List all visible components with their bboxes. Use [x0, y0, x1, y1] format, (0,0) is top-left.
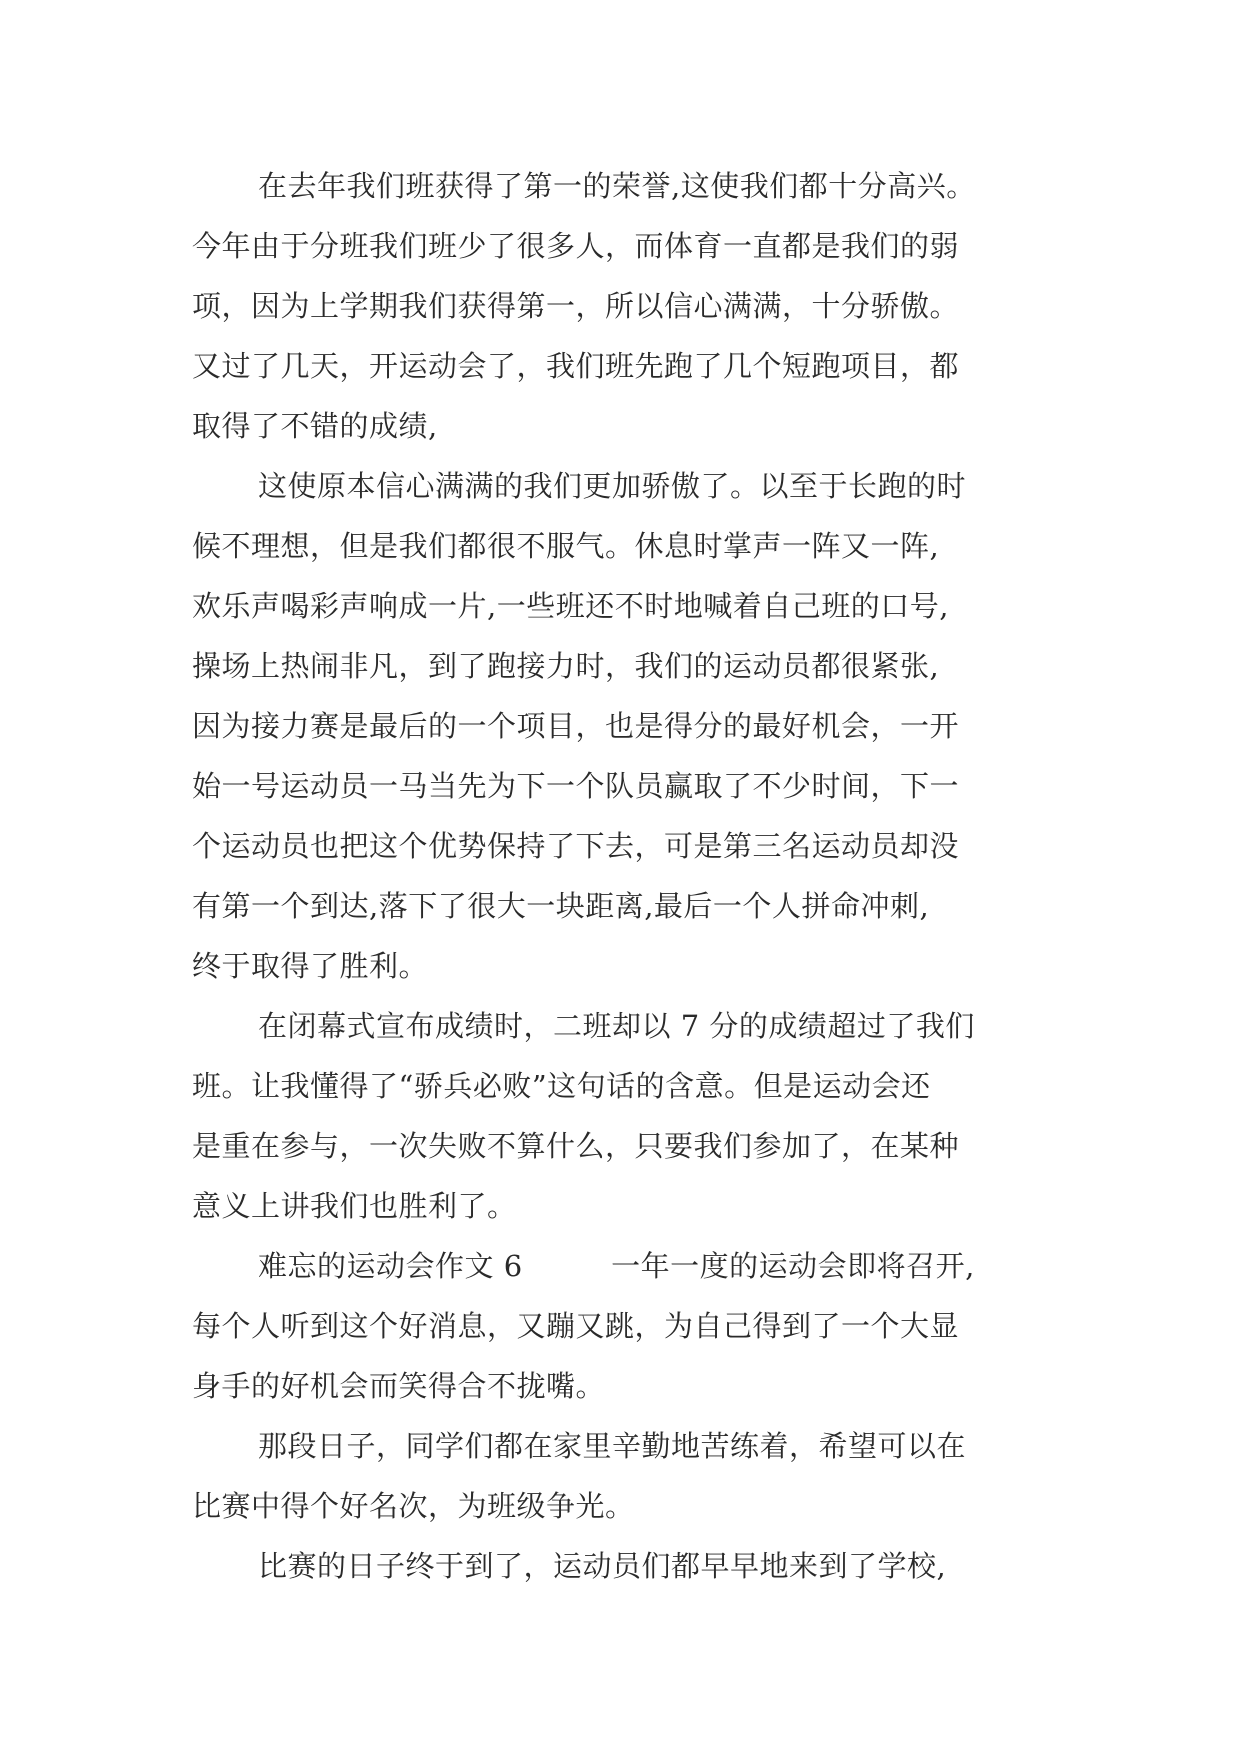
text-line: 难忘的运动会作文 6 一年一度的运动会即将召开,	[258, 1249, 975, 1283]
text-line: 有第一个到达,落下了很大一块距离,最后一个人拼命冲刺,	[192, 889, 930, 923]
text-line: 身手的好机会而笑得合不拢嘴。	[192, 1369, 606, 1403]
text-line: 又过了几天，开运动会了，我们班先跑了几个短跑项目，都	[192, 349, 960, 383]
text-line: 今年由于分班我们班少了很多人，而体育一直都是我们的弱	[192, 229, 960, 263]
text-line: 终于取得了胜利。	[192, 949, 429, 983]
text-line: 是重在参与，一次失败不算什么，只要我们参加了，在某种	[192, 1129, 960, 1163]
text-line: 始一号运动员一马当先为下一个队员赢取了不少时间，下一	[192, 769, 960, 803]
text-line: 操场上热闹非凡，到了跑接力时，我们的运动员都很紧张,	[192, 649, 940, 683]
text-line: 在去年我们班获得了第一的荣誉,这使我们都十分高兴。	[258, 169, 976, 203]
text-line: 班。让我懂得了“骄兵必败”这句话的含意。但是运动会还	[192, 1069, 931, 1103]
text-line: 因为接力赛是最后的一个项目，也是得分的最好机会，一开	[192, 709, 960, 743]
text-line: 意义上讲我们也胜利了。	[192, 1189, 517, 1223]
text-line: 项，因为上学期我们获得第一，所以信心满满，十分骄傲。	[192, 289, 960, 323]
text-line: 这使原本信心满满的我们更加骄傲了。以至于长跑的时	[258, 469, 967, 503]
text-line: 取得了不错的成绩,	[192, 409, 438, 443]
text-line: 欢乐声喝彩声响成一片,一些班还不时地喊着自己班的口号,	[192, 589, 949, 623]
text-line: 比赛中得个好名次，为班级争光。	[192, 1489, 635, 1523]
text-line: 那段日子，同学们都在家里辛勤地苦练着，希望可以在	[258, 1429, 967, 1463]
text-line: 比赛的日子终于到了，运动员们都早早地来到了学校,	[258, 1549, 947, 1583]
text-line: 在闭幕式宣布成绩时，二班却以 7 分的成绩超过了我们	[258, 1009, 975, 1043]
text-line: 个运动员也把这个优势保持了下去，可是第三名运动员却没	[192, 829, 960, 863]
text-line: 候不理想，但是我们都很不服气。休息时掌声一阵又一阵,	[192, 529, 940, 563]
text-line: 每个人听到这个好消息，又蹦又跳，为自己得到了一个大显	[192, 1309, 960, 1343]
